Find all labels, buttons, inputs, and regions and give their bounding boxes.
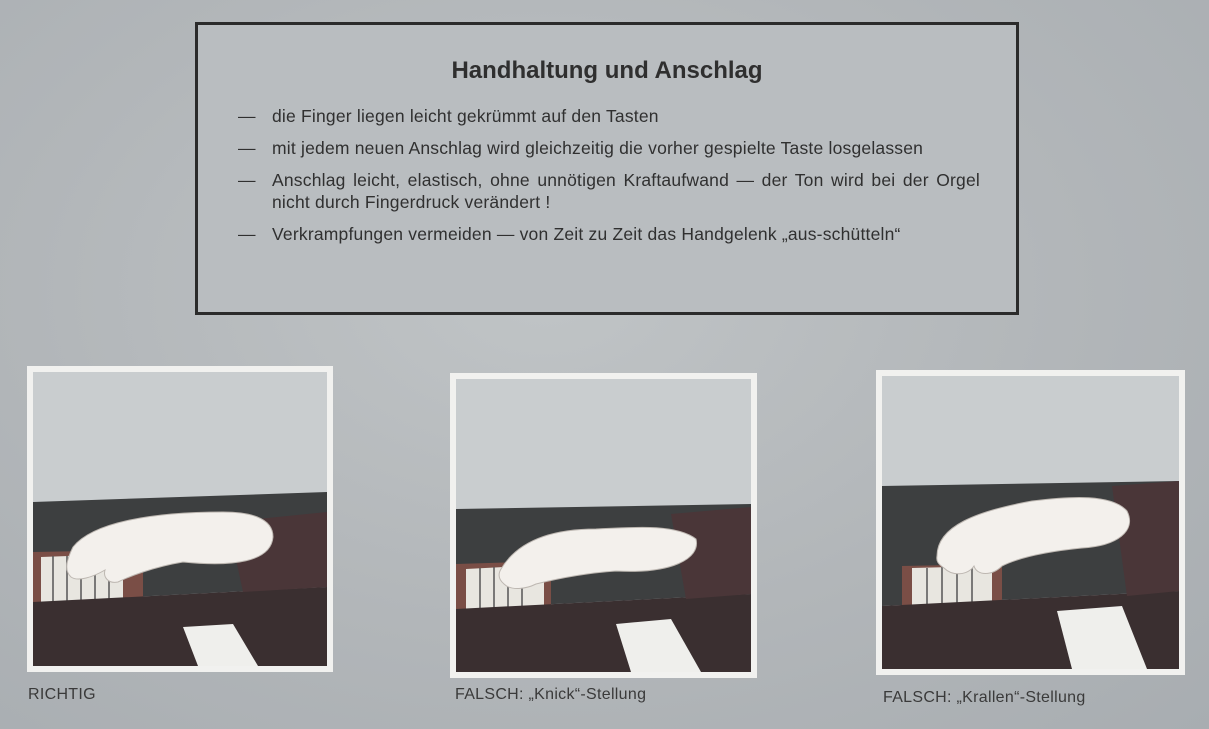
- dash-bullet: —: [238, 170, 256, 190]
- list-item: [228, 169, 980, 213]
- caption-krallen: FALSCH: „Krallen“-Stellung: [883, 689, 1086, 706]
- list-item: [228, 223, 980, 245]
- list-item-text: mit jedem neuen Anschlag wird gleichzeitig die vorher gespielte Taste losgelassen: [272, 138, 924, 158]
- hand-on-keyboard-image: [456, 379, 751, 672]
- photo-richtig: [27, 366, 333, 672]
- hand-on-keyboard-image: [882, 376, 1179, 669]
- list-item: [228, 137, 980, 159]
- caption-richtig: RICHTIG: [28, 686, 96, 703]
- box-title: Handhaltung und Anschlag: [451, 57, 763, 84]
- list-item-text: Verkrampfungen vermeiden — von Zeit zu Zeit das Handgelenk „aus-schütteln“: [272, 224, 901, 244]
- list-item: [228, 105, 980, 127]
- rules-list: [228, 105, 980, 255]
- info-box: [195, 22, 1019, 315]
- dash-bullet: —: [238, 224, 256, 244]
- dash-bullet: —: [238, 138, 256, 158]
- caption-knick: FALSCH: „Knick“-Stellung: [455, 686, 647, 703]
- photo-knick: [450, 373, 757, 678]
- hand-on-keyboard-image: [33, 372, 327, 666]
- dash-bullet: —: [238, 106, 256, 126]
- photo-krallen: [876, 370, 1185, 675]
- list-item-text: Anschlag leicht, elastisch, ohne unnötigen Kraftaufwand — der Ton wird bei der Orgel nicht durch Fingerdruck verändert !: [272, 170, 980, 212]
- list-item-text: die Finger liegen leicht gekrümmt auf den Tasten: [272, 106, 659, 126]
